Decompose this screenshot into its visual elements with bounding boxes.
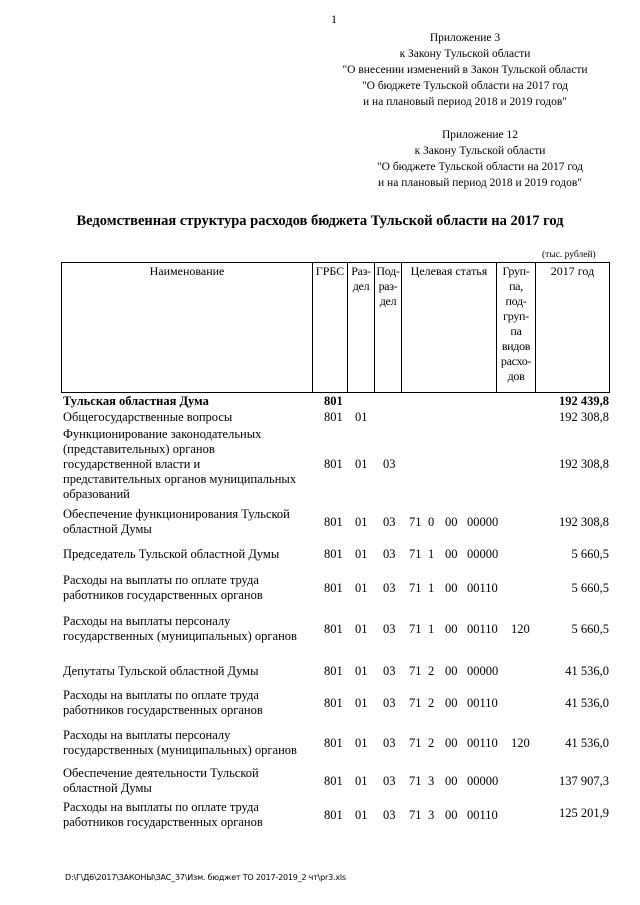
cell-group: 00 bbox=[445, 664, 458, 678]
header-group-line: па bbox=[510, 324, 522, 338]
cell-subprogram: 2 bbox=[428, 664, 435, 678]
cell-razdel: 01 bbox=[355, 664, 368, 678]
row-name-line: (представительных) органов bbox=[63, 442, 215, 456]
table-row bbox=[61, 410, 611, 426]
row-name-line: областной Думы bbox=[63, 522, 152, 536]
cell-program: 71 bbox=[409, 774, 422, 788]
cell-subprogram: 1 bbox=[428, 581, 435, 595]
cell-subprogram: 0 bbox=[428, 515, 435, 529]
appendix-12-heading bbox=[360, 127, 600, 191]
cell-grbs: 801 bbox=[324, 394, 343, 408]
cell-podrazdel: 03 bbox=[383, 622, 396, 636]
row-name-line: представительных органов муниципальных bbox=[63, 472, 297, 486]
cell-amount: 137 907,3 bbox=[559, 774, 609, 788]
cell-code: 00000 bbox=[467, 664, 499, 678]
header-group-line: дов bbox=[507, 369, 525, 383]
header-razdel bbox=[348, 262, 375, 393]
header-amount-label: 2017 год bbox=[550, 264, 595, 278]
row-name-line: Обеспечение функционирования Тульской bbox=[63, 507, 290, 521]
cell-podrazdel: 03 bbox=[383, 774, 396, 788]
cell-code: 00110 bbox=[467, 808, 498, 822]
cell-podrazdel: 03 bbox=[383, 696, 396, 710]
appendix-line: к Закону Тульской области bbox=[414, 145, 546, 157]
file-path-footer: D:\Г\Д6\2017\ЗАКОНЫ\ЗАС_37\Изм. бюджет ТО 2017-2019_2 чт\pr3.xls bbox=[65, 873, 346, 882]
row-name-line: Расходы на выплаты по оплате труда bbox=[63, 688, 259, 702]
table-row bbox=[61, 427, 611, 505]
cell-amount: 192 308,8 bbox=[559, 410, 609, 424]
row-name-line: Обеспечение деятельности Тульской bbox=[63, 766, 259, 780]
cell-program: 71 bbox=[409, 736, 422, 750]
header-razdel-line: Раз- bbox=[351, 264, 371, 278]
row-name-line: Функционирование законодательных bbox=[63, 427, 262, 441]
appendix-line: к Закону Тульской области bbox=[399, 48, 531, 60]
cell-subprogram: 3 bbox=[428, 808, 435, 822]
row-name-line: Тульская областная Дума bbox=[63, 394, 209, 408]
cell-razdel: 01 bbox=[355, 515, 368, 529]
table-row bbox=[61, 394, 611, 410]
row-name-line: работников государственных органов bbox=[63, 703, 263, 717]
cell-expense-type: 120 bbox=[511, 736, 530, 750]
cell-subprogram: 3 bbox=[428, 774, 435, 788]
cell-amount: 5 660,5 bbox=[571, 622, 609, 636]
cell-podrazdel: 03 bbox=[383, 457, 396, 471]
header-podrazdel bbox=[375, 262, 402, 393]
cell-code: 00000 bbox=[467, 515, 499, 529]
row-name-line: государственных (муниципальных) органов bbox=[63, 629, 297, 643]
header-group-line: Груп- bbox=[502, 264, 530, 278]
row-name-line: Председатель Тульской областной Думы bbox=[63, 547, 280, 561]
cell-code: 00110 bbox=[467, 736, 498, 750]
cell-grbs: 801 bbox=[324, 547, 343, 561]
row-name-line: образований bbox=[63, 487, 130, 501]
row-name-line: государственной власти и bbox=[63, 457, 201, 471]
cell-program: 71 bbox=[409, 581, 422, 595]
appendix-line: "О бюджете Тульской области на 2017 год bbox=[361, 80, 569, 92]
cell-group: 00 bbox=[445, 696, 458, 710]
cell-grbs: 801 bbox=[324, 457, 343, 471]
row-name-line: работников государственных органов bbox=[63, 815, 263, 829]
header-group-line: груп- bbox=[503, 309, 529, 323]
cell-grbs: 801 bbox=[324, 808, 343, 822]
appendix-line: "О бюджете Тульской области на 2017 год bbox=[376, 161, 584, 173]
cell-expense-type: 120 bbox=[511, 622, 530, 636]
cell-grbs: 801 bbox=[324, 622, 343, 636]
header-group bbox=[497, 262, 536, 393]
cell-grbs: 801 bbox=[324, 515, 343, 529]
table-row bbox=[61, 507, 611, 539]
row-name-line: Общегосударственные вопросы bbox=[63, 410, 233, 424]
cell-amount: 41 536,0 bbox=[565, 736, 609, 750]
cell-razdel: 01 bbox=[355, 581, 368, 595]
cell-code: 00110 bbox=[467, 581, 498, 595]
cell-amount: 5 660,5 bbox=[571, 547, 609, 561]
appendix-3-heading bbox=[330, 30, 600, 110]
row-name-line: Расходы на выплаты по оплате труда bbox=[63, 573, 259, 587]
table-row bbox=[61, 664, 611, 682]
cell-group: 00 bbox=[445, 515, 458, 529]
cell-grbs: 801 bbox=[324, 774, 343, 788]
row-name-line: Расходы на выплаты по оплате труда bbox=[63, 800, 259, 814]
table-row bbox=[61, 728, 611, 760]
cell-code: 00000 bbox=[467, 547, 499, 561]
row-name-line: государственных (муниципальных) органов bbox=[63, 743, 297, 757]
cell-razdel: 01 bbox=[355, 736, 368, 750]
cell-grbs: 801 bbox=[324, 736, 343, 750]
row-name-line: Депутаты Тульской областной Думы bbox=[63, 664, 259, 678]
header-razdel-line: дел bbox=[352, 279, 370, 293]
cell-group: 00 bbox=[445, 736, 458, 750]
header-grbs bbox=[313, 262, 348, 393]
cell-program: 71 bbox=[409, 622, 422, 636]
cell-razdel: 01 bbox=[355, 547, 368, 561]
cell-podrazdel: 03 bbox=[383, 808, 396, 822]
cell-group: 00 bbox=[445, 808, 458, 822]
cell-program: 71 bbox=[409, 547, 422, 561]
table-row bbox=[61, 614, 611, 646]
cell-code: 00000 bbox=[467, 774, 499, 788]
header-group-line: видов bbox=[501, 339, 531, 353]
cell-podrazdel: 03 bbox=[383, 736, 396, 750]
header-amount bbox=[536, 262, 610, 393]
cell-podrazdel: 03 bbox=[383, 581, 396, 595]
page-number: 1 bbox=[331, 12, 337, 26]
cell-podrazdel: 03 bbox=[383, 547, 396, 561]
cell-amount: 192 439,8 bbox=[559, 394, 609, 408]
cell-subprogram: 1 bbox=[428, 547, 435, 561]
cell-razdel: 01 bbox=[355, 622, 368, 636]
table-row bbox=[61, 766, 611, 798]
appendix-line: и на плановый период 2018 и 2019 годов" bbox=[378, 177, 582, 189]
cell-group: 00 bbox=[445, 581, 458, 595]
cell-razdel: 01 bbox=[355, 808, 368, 822]
cell-group: 00 bbox=[445, 774, 458, 788]
header-name bbox=[61, 262, 313, 393]
appendix-line: и на плановый период 2018 и 2019 годов" bbox=[363, 96, 567, 108]
cell-group: 00 bbox=[445, 547, 458, 561]
header-podrazdel-line: раз- bbox=[378, 279, 398, 293]
header-target bbox=[402, 262, 497, 393]
cell-amount: 41 536,0 bbox=[565, 664, 609, 678]
appendix-line: Приложение 3 bbox=[429, 32, 501, 44]
row-name-line: областной Думы bbox=[63, 781, 152, 795]
row-name-line: Расходы на выплаты персоналу bbox=[63, 614, 231, 628]
document-title: Ведомственная структура расходов бюджета Тульской области на 2017 год bbox=[76, 213, 564, 229]
cell-amount: 192 308,8 bbox=[559, 457, 609, 471]
cell-group: 00 bbox=[445, 622, 458, 636]
header-name-label: Наименование bbox=[149, 264, 225, 278]
header-grbs-label: ГРБС bbox=[315, 264, 345, 278]
cell-razdel: 01 bbox=[355, 457, 368, 471]
cell-amount: 5 660,5 bbox=[571, 581, 609, 595]
cell-razdel: 01 bbox=[355, 696, 368, 710]
cell-subprogram: 2 bbox=[428, 736, 435, 750]
cell-program: 71 bbox=[409, 515, 422, 529]
cell-subprogram: 2 bbox=[428, 696, 435, 710]
cell-program: 71 bbox=[409, 664, 422, 678]
header-group-line: расхо- bbox=[500, 354, 532, 368]
units-label: (тыс. рублей) bbox=[542, 250, 596, 260]
header-podrazdel-line: Под- bbox=[376, 264, 400, 278]
cell-grbs: 801 bbox=[324, 581, 343, 595]
cell-grbs: 801 bbox=[324, 696, 343, 710]
table-row bbox=[61, 800, 611, 832]
header-group-line: па, bbox=[509, 279, 523, 293]
cell-grbs: 801 bbox=[324, 664, 343, 678]
table-row bbox=[61, 547, 611, 565]
cell-program: 71 bbox=[409, 808, 422, 822]
cell-subprogram: 1 bbox=[428, 622, 435, 636]
appendix-line: "О внесении изменений в Закон Тульской области bbox=[342, 64, 588, 76]
cell-podrazdel: 03 bbox=[383, 664, 396, 678]
cell-program: 71 bbox=[409, 696, 422, 710]
row-name-line: работников государственных органов bbox=[63, 588, 263, 602]
cell-amount: 41 536,0 bbox=[565, 696, 609, 710]
table-row bbox=[61, 573, 611, 605]
row-name-line: Расходы на выплаты персоналу bbox=[63, 728, 231, 742]
cell-grbs: 801 bbox=[324, 410, 343, 424]
cell-amount: 192 308,8 bbox=[559, 515, 609, 529]
header-group-line: под- bbox=[505, 294, 527, 308]
cell-code: 00110 bbox=[467, 696, 498, 710]
header-target-label: Целевая статья bbox=[410, 264, 488, 278]
header-podrazdel-line: дел bbox=[379, 294, 397, 308]
cell-code: 00110 bbox=[467, 622, 498, 636]
cell-razdel: 01 bbox=[355, 410, 368, 424]
cell-amount: 125 201,9 bbox=[559, 806, 609, 820]
appendix-line: Приложение 12 bbox=[441, 129, 519, 141]
table-row bbox=[61, 688, 611, 720]
cell-podrazdel: 03 bbox=[383, 515, 396, 529]
cell-razdel: 01 bbox=[355, 774, 368, 788]
